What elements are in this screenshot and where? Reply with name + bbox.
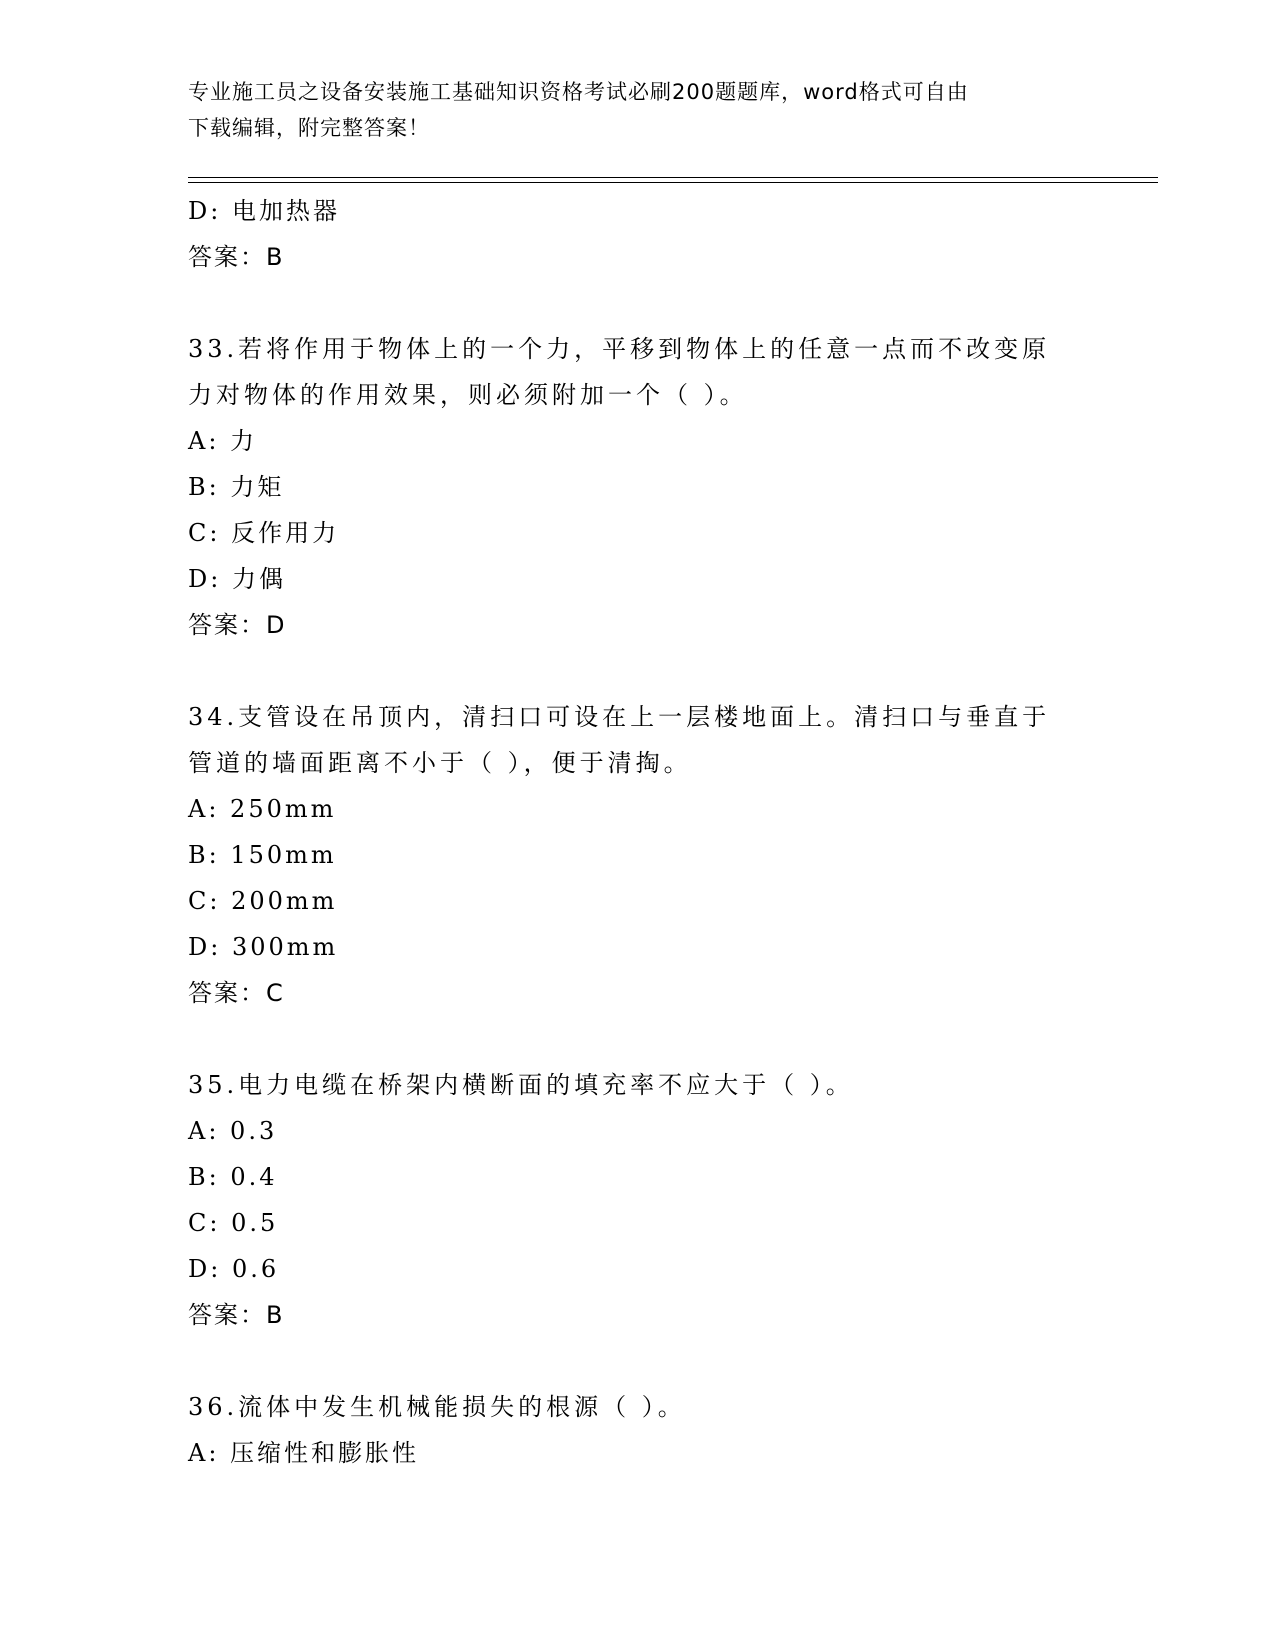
option-c: C: 200mm: [188, 887, 338, 915]
option-b: B: 0.4: [188, 1163, 278, 1191]
question-stem-line-2: 力对物体的作用效果，则必须附加一个（ ）。: [188, 381, 748, 409]
document-header: [188, 74, 1088, 146]
option-d: D: 300mm: [188, 933, 339, 961]
question-35: [188, 1062, 1118, 1338]
previous-question-tail: [188, 188, 1118, 280]
answer-line: 答案：D: [188, 611, 287, 639]
question-36: [188, 1384, 1118, 1476]
option-a: A: 力: [188, 427, 258, 455]
option-b: B: 力矩: [188, 473, 285, 501]
option-c: C: 反作用力: [188, 519, 340, 547]
question-list: [188, 188, 1118, 1476]
option-a: A: 0.3: [188, 1117, 278, 1145]
option-a: A: 250mm: [188, 795, 337, 823]
option-c: C: 0.5: [188, 1209, 279, 1237]
header-title-line-2: 下载编辑，附完整答案！: [188, 116, 430, 140]
question-stem: [188, 326, 1118, 418]
option-d: D: 力偶: [188, 565, 286, 593]
option-b: B: 150mm: [188, 841, 337, 869]
question-stem-line-1: 36.流体中发生机械能损失的根源（ ）。: [188, 1393, 686, 1421]
question-stem: [188, 694, 1118, 786]
question-stem-line-1: 34.支管设在吊顶内，清扫口可设在上一层楼地面上。清扫口与垂直于: [188, 703, 1051, 731]
question-stem-line-2: 管道的墙面距离不小于（ ），便于清掏。: [188, 749, 692, 777]
header-title-line-1: 专业施工员之设备安装施工基础知识资格考试必刷200题题库，word格式可自由: [188, 80, 969, 104]
question-stem: [188, 1062, 1118, 1108]
question-stem-line-1: 35.电力电缆在桥架内横断面的填充率不应大于（ ）。: [188, 1071, 854, 1099]
option-a: A: 压缩性和膨胀性: [188, 1439, 420, 1467]
question-34: [188, 694, 1118, 1016]
header-rule-bottom: [188, 182, 1158, 183]
answer-line: 答案：C: [188, 979, 285, 1007]
question-stem-line-1: 33.若将作用于物体上的一个力，平移到物体上的任意一点而不改变原: [188, 335, 1051, 363]
question-stem: [188, 1384, 1118, 1430]
answer-line: 答案：B: [188, 243, 285, 271]
option-d: D: 电加热器: [188, 197, 340, 225]
question-33: [188, 326, 1118, 648]
header-rule-top: [188, 177, 1158, 178]
answer-line: 答案：B: [188, 1301, 285, 1329]
option-d: D: 0.6: [188, 1255, 280, 1283]
